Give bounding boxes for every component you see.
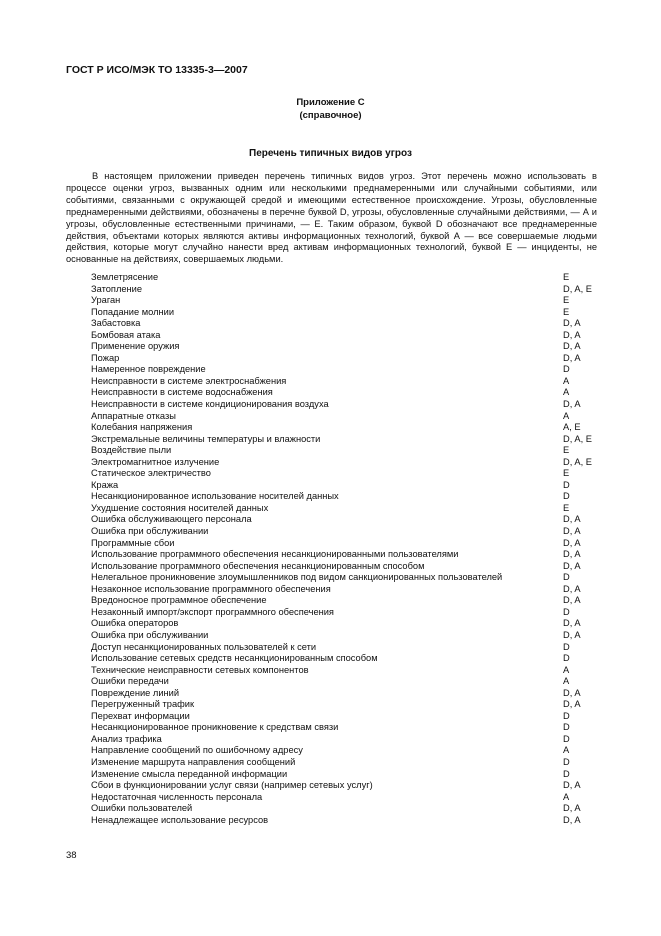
- threat-row: [91, 480, 611, 492]
- threat-name: Попадание молнии: [91, 306, 175, 317]
- threat-code: D: [563, 722, 570, 733]
- threat-code: A: [563, 387, 570, 398]
- threat-row: [91, 318, 611, 330]
- threat-row: [91, 642, 611, 654]
- threat-row: [91, 399, 611, 411]
- section-title: Перечень типичных видов угроз: [249, 148, 412, 159]
- threat-code: E: [563, 295, 570, 306]
- threat-name: Несанкционированное использование носителей данных: [91, 491, 339, 502]
- threat-code: D: [563, 641, 570, 652]
- threat-code: A, E: [563, 422, 581, 433]
- annex-subtitle: (справочное): [299, 109, 362, 121]
- threat-name: Анализ трафика: [91, 733, 162, 744]
- threat-name: Применение оружия: [91, 341, 180, 352]
- threat-name: Экстремальные величины температуры и влажности: [91, 433, 321, 444]
- threat-name: Бомбовая атака: [91, 329, 161, 340]
- threat-code: D, A: [563, 595, 581, 606]
- threat-row: [91, 653, 611, 665]
- threat-name: Ошибка обслуживающего персонала: [91, 514, 252, 525]
- threat-row: [91, 353, 611, 365]
- threat-row: [91, 688, 611, 700]
- threat-row: [91, 503, 611, 515]
- threat-row: [91, 630, 611, 642]
- threat-code: D, A, E: [563, 283, 592, 294]
- threat-name: Повреждение линий: [91, 687, 180, 698]
- threat-name: Статическое электричество: [91, 468, 211, 479]
- threat-row: [91, 387, 611, 399]
- threat-name: Незаконное использование программного обеспечения: [91, 583, 331, 594]
- threat-name: Ухудшение состояния носителей данных: [91, 502, 269, 513]
- threat-row: [91, 618, 611, 630]
- threat-code: D: [563, 710, 570, 721]
- threat-code: D: [563, 756, 570, 767]
- threat-code: D, A: [563, 687, 581, 698]
- threat-name: Ураган: [91, 295, 121, 306]
- threat-name: Неисправности в системе водоснабжения: [91, 387, 273, 398]
- threat-row: [91, 711, 611, 723]
- threat-name: Изменение смысла переданной информации: [91, 768, 288, 779]
- threat-row: [91, 341, 611, 353]
- intro-paragraph: В настоящем приложении приведен перечень типичных видов угроз. Этот перечень можно использовать в процессе оценки угроз, вызванных одним или несколькими преднамеренными или случайными событиями, или событиями, связанными с окружающей средой и имеющими естественное происхождение. Угрозы, обусловленные преднамеренными действиями, обозначены в перечне буквой D, угрозы, обусловленные случайными действиями, — А и угрозы, обусловленные естественными причинами, — Е. Таким образом, буквой D обозначают все преднамеренные действия, объектами которых являются активы информационных технологий, буквой А — все совершаемые людьми действия, которые могут случайно нанести вред активам информационных технологий, буквой Е — инциденты, не основанные на действиях, совершаемых людьми.: [66, 171, 597, 265]
- threat-code: D, A: [563, 341, 581, 352]
- threat-row: [91, 376, 611, 388]
- threat-code: D, A: [563, 618, 581, 629]
- threat-code: D, A, E: [563, 433, 592, 444]
- threat-name: Пожар: [91, 352, 120, 363]
- threat-code: D, A: [563, 583, 581, 594]
- threat-code: D: [563, 606, 570, 617]
- threat-name: Колебания напряжения: [91, 422, 193, 433]
- threat-code: D: [563, 768, 570, 779]
- threat-name: Забастовка: [91, 318, 141, 329]
- threat-row: [91, 676, 611, 688]
- threat-name: Аппаратные отказы: [91, 410, 176, 421]
- threat-row: [91, 757, 611, 769]
- threat-row: [91, 803, 611, 815]
- threat-row: [91, 607, 611, 619]
- threat-code: A: [563, 791, 570, 802]
- threat-row: [91, 307, 611, 319]
- threat-code: D, A: [563, 537, 581, 548]
- threat-row: [91, 745, 611, 757]
- threat-name: Доступ несанкционированных пользователей к сети: [91, 641, 317, 652]
- threat-code: D, A: [563, 629, 581, 640]
- page-number: 38: [66, 850, 77, 861]
- annex-title: Приложение С: [296, 97, 365, 108]
- threat-name: Изменение маршрута направления сообщений: [91, 756, 296, 767]
- threat-name: Нелегальное проникновение злоумышленников под видом санкционированных пользователей: [91, 572, 503, 583]
- threat-code: D: [563, 364, 570, 375]
- threat-name: Недостаточная численность персонала: [91, 791, 263, 802]
- threat-row: [91, 792, 611, 804]
- threat-row: [91, 595, 611, 607]
- threat-name: Направление сообщений по ошибочному адресу: [91, 745, 303, 756]
- threat-name: Перегруженный трафик: [91, 699, 195, 710]
- threat-code: D: [563, 491, 570, 502]
- threat-code: D, A: [563, 352, 581, 363]
- threat-name: Несанкционированное проникновение к средствам связи: [91, 722, 339, 733]
- threat-name: Воздействие пыли: [91, 445, 172, 456]
- threat-name: Ошибка при обслуживании: [91, 526, 209, 537]
- threat-name: Неисправности в системе кондиционирования воздуха: [91, 399, 329, 410]
- threat-code: A: [563, 745, 570, 756]
- threat-code: D, A: [563, 318, 581, 329]
- threat-list: [91, 272, 611, 826]
- threat-code: D: [563, 653, 570, 664]
- threat-code: A: [563, 664, 570, 675]
- threat-code: A: [563, 410, 570, 421]
- threat-row: [91, 422, 611, 434]
- threat-row: [91, 572, 611, 584]
- threat-code: A: [563, 375, 570, 386]
- threat-code: D: [563, 572, 570, 583]
- threat-name: Намеренное повреждение: [91, 364, 206, 375]
- threat-name: Землетрясение: [91, 272, 159, 282]
- threat-name: Использование программного обеспечения несанкционированным способом: [91, 560, 425, 571]
- threat-name: Программные сбои: [91, 537, 175, 548]
- threat-code: D, A: [563, 560, 581, 571]
- threat-row: [91, 699, 611, 711]
- threat-row: [91, 734, 611, 746]
- threat-row: [91, 561, 611, 573]
- threat-row: [91, 549, 611, 561]
- threat-row: [91, 272, 611, 284]
- threat-row: [91, 445, 611, 457]
- threat-row: [91, 526, 611, 538]
- threat-name: Использование сетевых средств несанкционированным способом: [91, 653, 378, 664]
- threat-code: E: [563, 306, 570, 317]
- threat-name: Ошибки передачи: [91, 676, 169, 687]
- threat-row: [91, 411, 611, 423]
- threat-code: D, A: [563, 803, 581, 814]
- threat-row: [91, 364, 611, 376]
- threat-code: D, A: [563, 780, 581, 791]
- threat-name: Вредоносное программное обеспечение: [91, 595, 267, 606]
- threat-row: [91, 491, 611, 503]
- threat-code: E: [563, 468, 570, 479]
- threat-row: [91, 538, 611, 550]
- threat-code: D, A: [563, 549, 581, 560]
- threat-code: D, A: [563, 399, 581, 410]
- threat-row: [91, 584, 611, 596]
- threat-code: E: [563, 502, 570, 513]
- threat-code: D, A: [563, 814, 581, 825]
- threat-row: [91, 665, 611, 677]
- threat-row: [91, 457, 611, 469]
- threat-code: D, A: [563, 699, 581, 710]
- threat-code: A: [563, 676, 570, 687]
- document-header: ГОСТ Р ИСО/МЭК ТО 13335-3—2007: [66, 64, 248, 76]
- threat-code: D, A: [563, 514, 581, 525]
- threat-row: [91, 284, 611, 296]
- threat-code: D: [563, 479, 570, 490]
- threat-row: [91, 468, 611, 480]
- annex-heading: [0, 97, 661, 122]
- threat-code: D: [563, 733, 570, 744]
- threat-name: Неисправности в системе электроснабжения: [91, 375, 287, 386]
- threat-name: Использование программного обеспечения несанкционированными пользователями: [91, 549, 459, 560]
- threat-name: Ошибка при обслуживании: [91, 629, 209, 640]
- threat-name: Сбои в функционировании услуг связи (например сетевых услуг): [91, 780, 373, 791]
- threat-row: [91, 514, 611, 526]
- threat-row: [91, 769, 611, 781]
- threat-row: [91, 780, 611, 792]
- threat-name: Электромагнитное излучение: [91, 456, 220, 467]
- threat-name: Технические неисправности сетевых компонентов: [91, 664, 309, 675]
- threat-row: [91, 434, 611, 446]
- threat-name: Кража: [91, 479, 119, 490]
- threat-name: Ошибка операторов: [91, 618, 179, 629]
- threat-name: Незаконный импорт/экспорт программного обеспечения: [91, 606, 334, 617]
- threat-name: Перехват информации: [91, 710, 190, 721]
- threat-name: Ненадлежащее использование ресурсов: [91, 814, 269, 825]
- threat-row: [91, 330, 611, 342]
- threat-code: D, A: [563, 526, 581, 537]
- threat-row: [91, 815, 611, 827]
- threat-code: D, A, E: [563, 456, 592, 467]
- threat-name: Ошибки пользователей: [91, 803, 193, 814]
- threat-code: E: [563, 272, 570, 282]
- threat-code: E: [563, 445, 570, 456]
- threat-row: [91, 295, 611, 307]
- threat-row: [91, 722, 611, 734]
- threat-name: Затопление: [91, 283, 143, 294]
- threat-code: D, A: [563, 329, 581, 340]
